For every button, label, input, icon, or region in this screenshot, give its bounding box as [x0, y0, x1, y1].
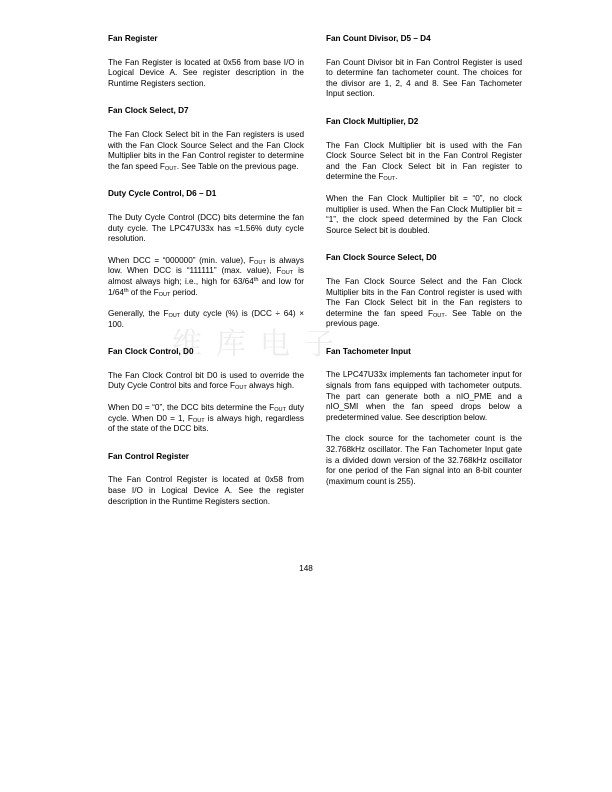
fan-register-heading: Fan Register [108, 34, 158, 43]
duty-cycle-para-1: The Duty Cycle Control (DCC) bits determine the fan duty cycle. The LPC47U33x has ≈1.56% duty cycle resolution. [108, 212, 304, 244]
fan-count-divisor-heading: Fan Count Divisor, D5 – D4 [326, 34, 431, 43]
fan-tachometer-input-heading: Fan Tachometer Input [326, 346, 411, 356]
fan-control-register-heading: Fan Control Register [108, 451, 189, 461]
fan-clock-multiplier-para-2: When the Fan Clock Multiplier bit = “0”, no clock multiplier is used. When the Fan Clock Multiplier bit = “1”, the clock speed determined by the Fan Clock Source Select bit is doubled. [326, 193, 522, 235]
fan-clock-multiplier-heading: Fan Clock Multiplier, D2 [326, 116, 419, 126]
fan-clock-select-text: The Fan Clock Select bit in the Fan registers is used with the Fan Clock Source Select and the Fan Clock Multiplier bits in the Fan Control register to determine the fan speed $F_{OUT}$. See Table on the previous page. [108, 129, 304, 172]
page-number: 148 [299, 564, 313, 573]
fan-register-text: The Fan Register is located at 0x56 from base I/O in Logical Device A. See register description in the Runtime Registers section. [108, 57, 304, 88]
fan-tachometer-input-para-2: The clock source for the tachometer count is the 32.768kHz oscillator. The Fan Tachometer Input gate is a divided down version of the 32.768kHz oscillator for one period of the Fan signal into an 8-bit counter (maximum count is 255). [326, 434, 522, 486]
fan-clock-source-select-text: The Fan Clock Source Select and the Fan Clock Multiplier bits in the Fan Control register is used with The Fan Clock Select bit in the Fan registers to determine the fan speed $F_{OUT}$. See Table on the previous page. [326, 276, 522, 329]
left-column [108, 34, 304, 518]
fan-clock-select-heading: Fan Clock Select, D7 [108, 106, 189, 116]
fan-count-divisor-text: Fan Count Divisor bit in Fan Control Register is used to determine fan tachometer count. The choices for the divisor are 1, 2, 4 and 8. See Fan Tachometer Input section. [326, 57, 522, 99]
fan-clock-control-para-1: The Fan Clock Control bit D0 is used to override the Duty Cycle Control bits and force $F_{OUT}$ always high. [108, 370, 304, 392]
fan-clock-source-select-heading: Fan Clock Source Select, D0 [326, 253, 437, 263]
fan-tachometer-input-para-1: The LPC47U33x implements fan tachometer input for signals from fans equipped with tachometer outputs. The part can generate both a nIO_PME and a nIO_SMI when the fan speed drops below a predetermined value. See description below. [326, 370, 522, 422]
fan-control-register-text: The Fan Control Register is located at 0x58 from base I/O in Logical Device A. See the register description in the Runtime Registers section. [108, 475, 304, 506]
duty-cycle-heading: Duty Cycle Control, D6 – D1 [108, 189, 217, 199]
watermark: 维库电子 [172, 327, 348, 362]
right-column [326, 34, 522, 498]
duty-cycle-para-3: Generally, the $F_{OUT}$ duty cycle (%) is (DCC ÷ 64) × 100. [108, 309, 305, 329]
fan-clock-control-para-2: When D0 = “0”, the DCC bits determine the $F_{OUT}$ duty cycle. When D0 = 1, $F_{OUT}$ is always high, regardless of the state of the DCC bits. [108, 403, 304, 434]
fan-clock-multiplier-para-1: The Fan Clock Multiplier bit is used with the Fan Clock Source Select bit in the Fan Control Register and the Fan Clock Select bit in Fan register to determine the $F_{OUT}$. [326, 140, 522, 183]
fan-clock-control-heading: Fan Clock Control, D0 [108, 347, 194, 357]
duty-cycle-para-2: When DCC = “000000” (min. value), $F_{OUT}$ is always low. When DCC is “111111” (max. value), $F_{OUT}$ is almost always high; i.e., high for 63/64th and low for 1/64th of the $F_{OUT}$ period. [108, 255, 305, 298]
